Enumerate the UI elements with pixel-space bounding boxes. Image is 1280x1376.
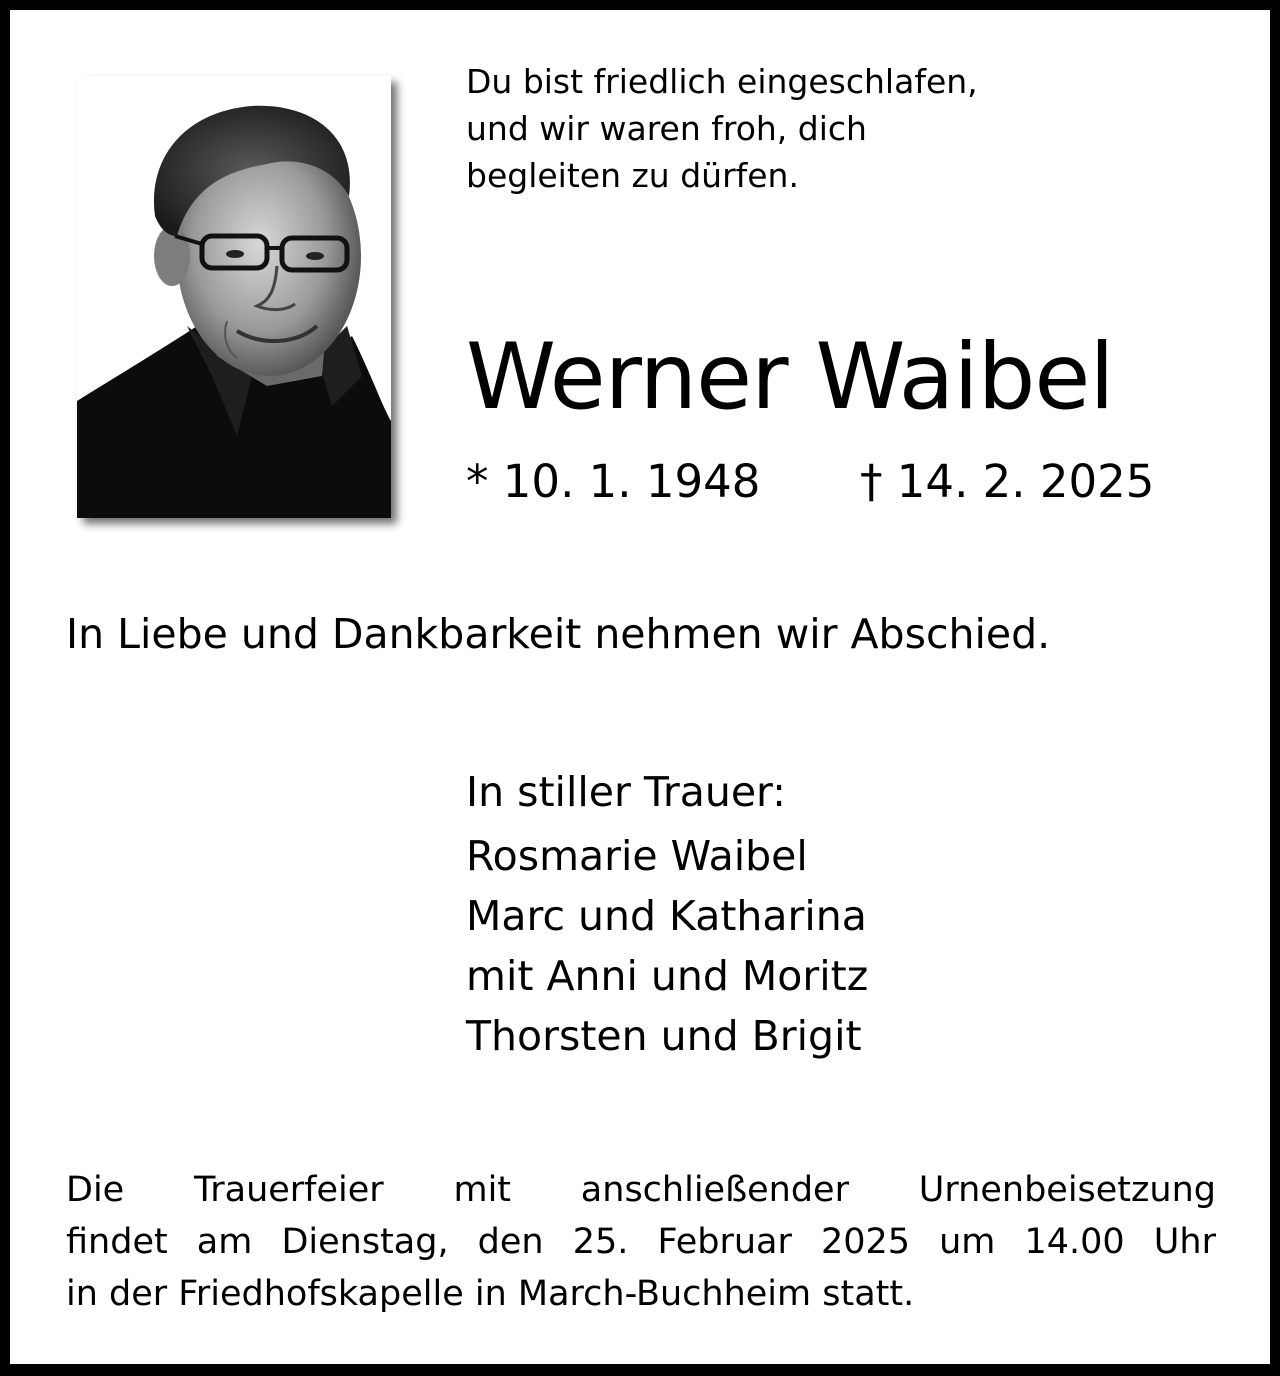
poem-verse <box>466 58 978 199</box>
ceremony-line: in der Friedhofskapelle in March-Buchheim statt. <box>66 1274 915 1314</box>
mourner-name: Marc und Katharina <box>466 892 867 940</box>
poem-line: Du bist friedlich eingeschlafen, <box>466 62 978 101</box>
ceremony-line: findet am Dienstag, den 25. Februar 2025 um 14.00 Uhr <box>66 1222 1216 1262</box>
death-date: † 14. 2. 2025 <box>860 455 1155 508</box>
ceremony-info <box>66 1164 1216 1320</box>
poem-line: und wir waren froh, dich <box>466 109 867 148</box>
portrait-photo <box>77 76 391 518</box>
mourners-block <box>466 764 868 1066</box>
mourners-heading: In stiller Trauer: <box>466 768 786 816</box>
deceased-name: Werner Waibel <box>466 325 1114 430</box>
farewell-text: In Liebe und Dankbarkeit nehmen wir Abschied. <box>66 610 1051 658</box>
ceremony-line: Die Trauerfeier mit anschließender Urnenbeisetzung <box>66 1170 1216 1210</box>
birth-date: * 10. 1. 1948 <box>466 455 761 508</box>
poem-line: begleiten zu dürfen. <box>466 156 799 195</box>
mourner-name: Thorsten und Brigit <box>466 1012 862 1060</box>
mourner-name: Rosmarie Waibel <box>466 832 808 880</box>
mourner-name: mit Anni und Moritz <box>466 952 869 1000</box>
